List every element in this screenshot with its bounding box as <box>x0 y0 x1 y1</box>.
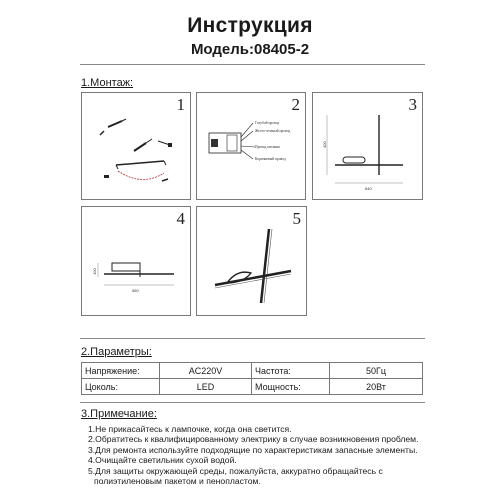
parameters-table <box>81 362 423 395</box>
param-value: 50Гц <box>330 363 423 379</box>
notes-list <box>88 424 428 486</box>
montage-panel-1 <box>81 92 191 200</box>
param-label: Мощность: <box>252 379 330 395</box>
params-heading: 2.Параметры: <box>81 346 152 358</box>
dim-width-label: 560 <box>132 288 139 293</box>
montage-heading: 1.Монтаж: <box>81 77 134 89</box>
model-number: Модель:08405-2 <box>190 41 310 58</box>
panel-number-5: 5 <box>292 209 301 228</box>
table-row <box>82 379 423 395</box>
notes-heading: 3.Примечание: <box>81 408 157 420</box>
lamp-dimensions-front <box>313 93 422 199</box>
wire-label-brown: Коричневый провод <box>255 157 286 161</box>
note-line: 3.Для ремонта используйте подходящие по характеристикам запасные элементы. <box>88 444 418 455</box>
top-divider <box>80 64 425 65</box>
montage-panel-2 <box>196 92 306 200</box>
param-label: Цоколь: <box>82 379 160 395</box>
lamp-dimensions-side <box>82 207 190 315</box>
wire-label-blue: Голубой провод <box>255 121 280 125</box>
table-row <box>82 363 423 379</box>
panel-number-2: 2 <box>291 95 300 114</box>
wire-label-power: Провод питания <box>255 145 280 149</box>
dim-height-label: 100 <box>92 268 97 275</box>
ceiling-mount-illustration <box>82 93 190 199</box>
note-line: 4.Очищайте светильник сухой водой. <box>88 455 237 466</box>
dim-height-label: 400 <box>322 141 327 148</box>
montage-panel-5 <box>196 206 307 316</box>
notes-divider <box>80 402 425 403</box>
page-title: Инструкция <box>187 14 313 37</box>
note-line: 1.Не прикасайтесь к лампочке, когда она светится. <box>88 424 292 434</box>
params-divider <box>80 338 425 339</box>
param-value: AC220V <box>160 363 252 379</box>
note-line: 2.Обратитесь к квалифицированному электрику в случае возникновения проблем. <box>88 434 419 445</box>
wiring-diagram <box>197 93 305 199</box>
montage-panel-4 <box>81 206 191 316</box>
param-label: Напряжение: <box>82 363 160 379</box>
param-value: LED <box>160 379 252 395</box>
panel-number-1: 1 <box>176 95 185 114</box>
param-label: Частота: <box>252 363 330 379</box>
lamp-perspective-illustration <box>197 207 306 315</box>
note-line: полиэтиленовым пакетом и пенопластом. <box>94 476 261 487</box>
dim-width-label: 640 <box>365 186 372 191</box>
panel-number-4: 4 <box>176 209 185 228</box>
param-value: 20Вт <box>330 379 423 395</box>
panel-number-3: 3 <box>408 95 417 114</box>
montage-panel-3 <box>312 92 423 200</box>
note-line: 5.Для защиты окружающей среды, пожалуйста, аккуратно обращайтесь с <box>88 465 383 476</box>
wire-label-yellow-green: Желто-зеленый провод <box>255 129 291 133</box>
